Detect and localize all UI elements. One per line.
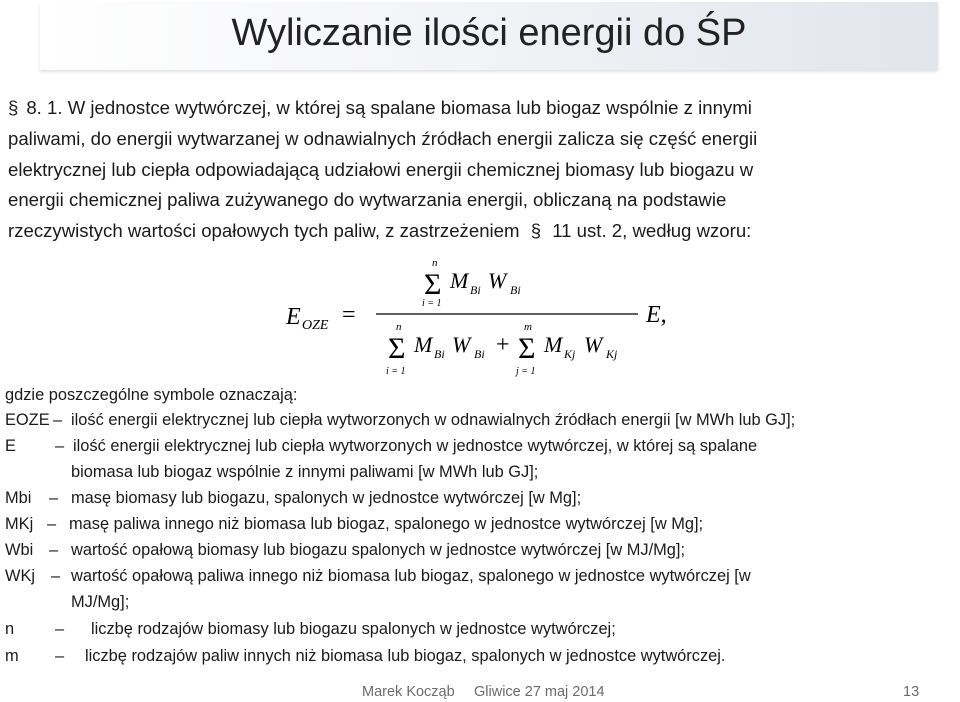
paragraph-number: 8. 1.	[26, 97, 63, 118]
paragraph-text: W jednostce wytwórczej, w której są spalane biomasa lub biogaz wspólnie z innymi	[67, 97, 752, 118]
paragraph-line-3: elektrycznej lub ciepła odpowiadającą udziałowi energii chemicznej biomasy lub biogazu w	[8, 158, 754, 180]
definition-text: ilość energii elektrycznej lub ciepła wytworzonych w jednostce wytwórczej, w której są spalane	[73, 437, 758, 455]
definition-symbol: WKj	[5, 567, 36, 585]
definition-text: liczbę rodzajów biomasy lub biogazu spalonych w jednostce wytwórczej;	[91, 620, 616, 638]
formula-sub-Bi: Bi	[470, 283, 481, 297]
sum-lower-j: j = 1	[516, 366, 536, 377]
sum-symbol: Σ	[424, 268, 442, 301]
regulation-paragraph	[8, 93, 938, 247]
definition-dash: –	[55, 620, 65, 638]
definition-dash: –	[53, 411, 63, 429]
definition-text: ilość energii elektrycznej lub ciepła wytworzonych w odnawialnych źródłach energii [w MWh lub GJ];	[71, 411, 796, 429]
definition-text: masę biomasy lub biogazu, spalonych w jednostce wytwórczej [w Mg];	[71, 489, 582, 507]
formula-sub-Bi: Bi	[474, 347, 485, 361]
formula-W: W	[488, 268, 507, 293]
definition-dash: –	[49, 489, 59, 507]
definition-dash: –	[49, 541, 59, 559]
paragraph-line-4: energii chemicznej paliwa zużywanego do wytwarzania energii, obliczaną na podstawie	[8, 189, 727, 211]
definition-dash: –	[55, 437, 65, 455]
formula-sub-Bi: Bi	[510, 283, 521, 297]
definition-symbol: Mbi	[5, 489, 32, 507]
definition-text-continued: MJ/Mg];	[71, 593, 130, 611]
sum-upper-n: n	[432, 257, 438, 269]
paragraph-line-1	[8, 93, 938, 124]
paragraph-text: rzeczywistych wartości opałowych tych paliw, z zastrzeżeniem	[8, 220, 520, 242]
formula-sub-Kj: Kj	[606, 347, 618, 361]
formula-W: W	[584, 332, 603, 357]
sum-lower-i: i = 1	[422, 298, 442, 309]
definition-symbol: Wbi	[5, 541, 34, 559]
footer-author: Marek Kocząb	[362, 684, 455, 700]
sum-upper-m: m	[524, 321, 532, 333]
slide-title: Wyliczanie ilości energii do ŚP	[231, 12, 747, 54]
definition-text: masę paliwa innego niż biomasa lub biogaz, spalonego w jednostce wytwórczej [w Mg];	[69, 515, 704, 533]
formula-equals: =	[342, 302, 356, 328]
formula-lhs: E	[286, 304, 301, 330]
definition-dash: –	[51, 567, 61, 585]
formula-W: W	[452, 332, 471, 357]
title-banner	[40, 2, 938, 70]
formula-M: M	[544, 332, 563, 357]
formula-sub-Bi: Bi	[434, 347, 445, 361]
formula-M: M	[414, 332, 433, 357]
formula-M: M	[450, 268, 469, 293]
sum-symbol: Σ	[388, 332, 406, 365]
sum-symbol: Σ	[518, 332, 536, 365]
section-sign-icon: §	[8, 97, 19, 118]
definition-text-continued: biomasa lub biogaz wspólnie z innymi paliwami [w MWh lub GJ];	[71, 463, 539, 481]
paragraph-line-2: paliwami, do energii wytwarzanej w odnawialnych źródłach energii zalicza się część energii	[8, 127, 758, 149]
formula-rhs: E,	[646, 302, 667, 328]
definition-symbol: m	[5, 647, 19, 665]
definition-text: liczbę rodzajów paliw innych niż biomasa lub biogaz, spalonych w jednostce wytwórczej.	[85, 647, 726, 665]
formula	[282, 254, 682, 378]
footer-page-number: 13	[903, 684, 920, 700]
sum-lower-i: i = 1	[386, 366, 406, 377]
definition-text: wartość opałową paliwa innego niż biomasa lub biogaz, spalonego w jednostce wytwórczej [w	[71, 567, 751, 585]
definition-symbol: EOZE	[5, 411, 50, 429]
definition-dash: –	[55, 647, 65, 665]
definition-text: wartość opałową biomasy lub biogazu spalonych w jednostce wytwórczej [w MJ/Mg];	[71, 541, 686, 559]
section-sign-icon: §	[530, 220, 542, 242]
paragraph-text: 11 ust. 2, według wzoru:	[552, 220, 752, 242]
formula-plus: +	[496, 332, 510, 358]
legend-intro: gdzie poszczególne symbole oznaczają:	[5, 386, 298, 404]
formula-sub-Kj: Kj	[564, 347, 576, 361]
sum-upper-n: n	[396, 321, 402, 333]
footer-location-date: Gliwice 27 maj 2014	[474, 684, 605, 700]
paragraph-line-5	[8, 216, 938, 247]
formula-lhs-subscript: OZE	[302, 318, 329, 333]
definition-symbol: E	[5, 437, 16, 455]
definition-dash: –	[47, 515, 57, 533]
definition-symbol: MKj	[5, 515, 34, 533]
definition-symbol: n	[5, 620, 15, 638]
